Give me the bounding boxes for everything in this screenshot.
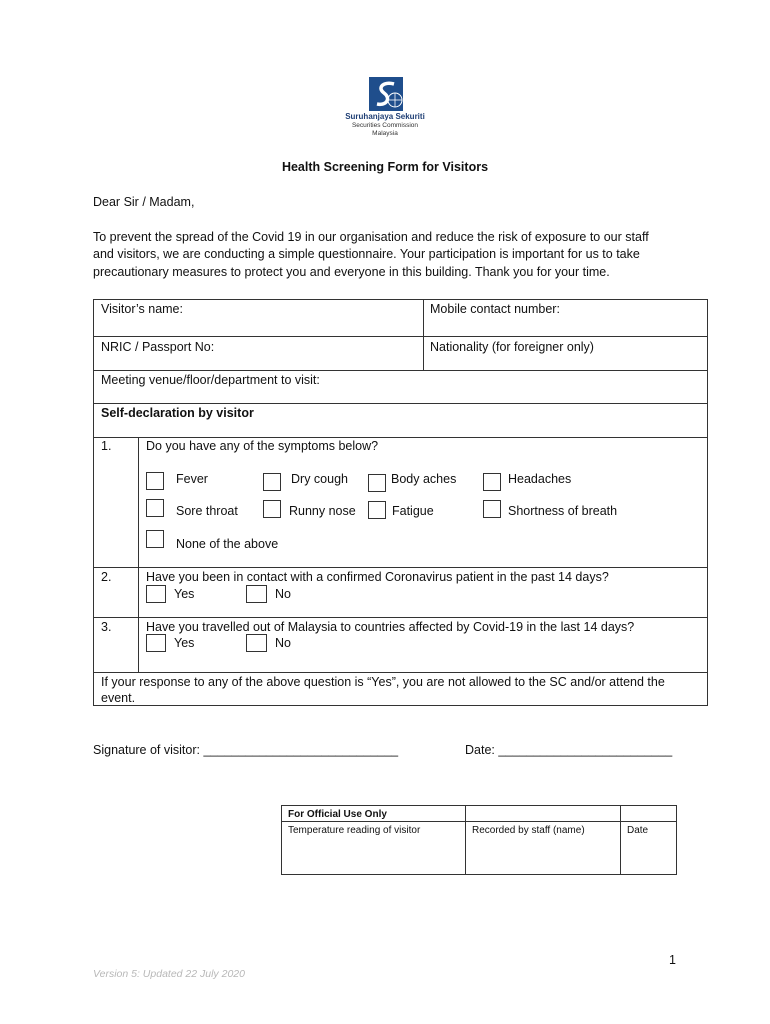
logo-subtitle: Securities Commission <box>351 122 419 129</box>
table-border <box>93 617 708 618</box>
mobile-number-label: Mobile contact number: <box>430 302 560 316</box>
table-border <box>93 299 708 300</box>
official-date-label: Date <box>627 825 649 836</box>
q2-no-checkbox[interactable] <box>246 585 267 603</box>
question-2-number: 2. <box>101 570 112 584</box>
fatigue-label: Fatigue <box>392 504 434 518</box>
official-table-border <box>620 805 621 874</box>
table-border <box>93 336 708 337</box>
question-3-number: 3. <box>101 620 112 634</box>
official-table-border <box>281 821 677 822</box>
headaches-checkbox[interactable] <box>483 473 501 491</box>
fever-checkbox[interactable] <box>146 472 164 490</box>
table-border <box>707 299 708 705</box>
fever-label: Fever <box>176 472 208 486</box>
sore-throat-label: Sore throat <box>176 504 238 518</box>
none-of-the-above-label: None of the above <box>176 537 279 551</box>
table-border <box>93 299 94 705</box>
question-1-number: 1. <box>101 439 112 453</box>
table-border <box>93 403 708 404</box>
official-table-border <box>676 805 677 874</box>
logo-country: Malaysia <box>372 130 398 137</box>
sc-logo-mark <box>369 77 403 111</box>
self-declaration-heading: Self-declaration by visitor <box>101 406 254 420</box>
table-border <box>93 567 708 568</box>
runny-nose-checkbox[interactable] <box>263 500 281 518</box>
headaches-label: Headaches <box>508 472 572 486</box>
salutation: Dear Sir / Madam, <box>93 195 195 209</box>
dry-cough-checkbox[interactable] <box>263 473 281 491</box>
q3-yes-checkbox[interactable] <box>146 634 166 652</box>
table-border <box>138 437 139 672</box>
notice-line-2: event. <box>101 691 136 705</box>
intro-line-1: To prevent the spread of the Covid 19 in our organisation and reduce the risk of exposure to our staff <box>93 230 649 244</box>
q2-no-label: No <box>275 587 291 601</box>
question-1-text: Do you have any of the symptoms below? <box>146 439 379 453</box>
visitor-name-label: Visitor’s name: <box>101 302 183 316</box>
question-3-text: Have you travelled out of Malaysia to countries affected by Covid-19 in the last 14 days? <box>146 620 635 634</box>
fatigue-checkbox[interactable] <box>368 501 386 519</box>
body-aches-label: Body aches <box>391 472 457 486</box>
q3-no-label: No <box>275 636 291 650</box>
q3-yes-label: Yes <box>174 636 195 650</box>
q2-yes-label: Yes <box>174 587 195 601</box>
nationality-label: Nationality (for foreigner only) <box>430 340 594 354</box>
q2-yes-checkbox[interactable] <box>146 585 166 603</box>
official-table-border <box>465 805 466 874</box>
runny-nose-label: Runny nose <box>289 504 356 518</box>
table-border <box>93 705 708 706</box>
meeting-venue-label: Meeting venue/floor/department to visit: <box>101 373 320 387</box>
form-title: Health Screening Form for Visitors <box>281 160 489 174</box>
recorded-by-label: Recorded by staff (name) <box>472 825 585 836</box>
version-note: Version 5: Updated 22 July 2020 <box>93 968 245 980</box>
table-border <box>423 299 424 370</box>
official-table-border <box>281 805 282 874</box>
official-table-border <box>281 874 677 875</box>
shortness-of-breath-label: Shortness of breath <box>508 504 618 518</box>
logo-name: Suruhanjaya Sekuriti <box>345 112 425 121</box>
intro-line-3: precautionary measures to protect you and everyone in this building. Thank you for your time. <box>93 265 610 279</box>
none-of-the-above-checkbox[interactable] <box>146 530 164 548</box>
question-2-text: Have you been in contact with a confirmed Coronavirus patient in the past 14 days? <box>146 570 609 584</box>
signature-line[interactable]: Signature of visitor: ____________________________ <box>93 743 399 757</box>
q3-no-checkbox[interactable] <box>246 634 267 652</box>
table-border <box>93 672 708 673</box>
sore-throat-checkbox[interactable] <box>146 499 164 517</box>
sc-logo-icon <box>369 77 403 111</box>
page-number: 1 <box>669 953 676 967</box>
date-line[interactable]: Date: _________________________ <box>465 743 673 757</box>
temperature-reading-label: Temperature reading of visitor <box>288 825 421 836</box>
notice-line-1: If your response to any of the above question is “Yes”, you are not allowed to the SC and/or attend the <box>101 675 665 689</box>
dry-cough-label: Dry cough <box>291 472 348 486</box>
official-use-heading: For Official Use Only <box>288 809 387 820</box>
official-table-border <box>281 805 677 806</box>
nric-passport-label: NRIC / Passport No: <box>101 340 215 354</box>
shortness-of-breath-checkbox[interactable] <box>483 500 501 518</box>
body-aches-checkbox[interactable] <box>368 474 386 492</box>
intro-line-2: and visitors, we are conducting a simple questionnaire. Your participation is important for us to take <box>93 247 640 261</box>
table-border <box>93 370 708 371</box>
